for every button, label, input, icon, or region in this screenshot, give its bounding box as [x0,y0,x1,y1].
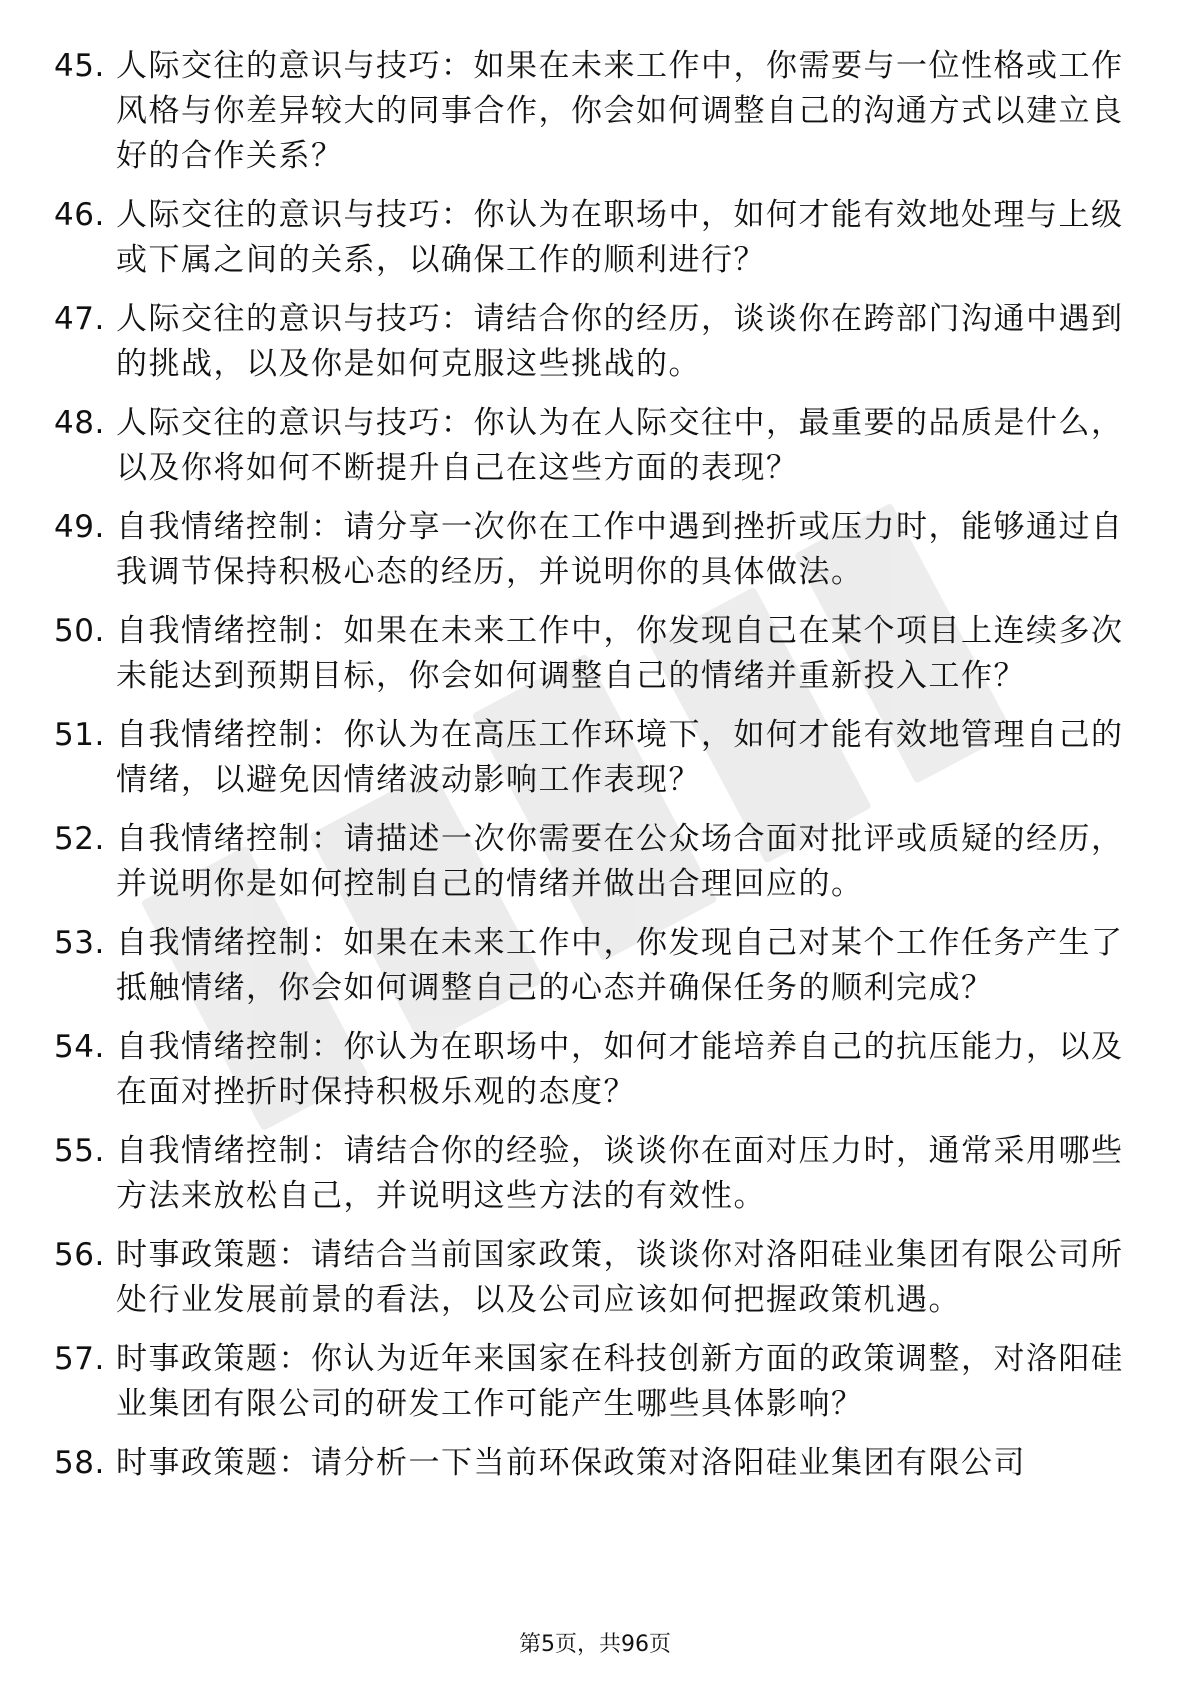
question-number: 46. [54,197,105,233]
page-number-label: 第5页，共96页 [519,1632,671,1657]
question-item [54,44,1134,179]
question-number: 58. [54,1445,105,1481]
question-text: 自我情绪控制：请分享一次你在工作中遇到挫折或压力时，能够通过自我调节保持积极心态的经历，并说明你的具体做法。 [116,509,1124,590]
question-number: 50. [54,613,105,649]
question-text: 自我情绪控制：如果在未来工作中，你发现自己在某个项目上连续多次未能达到预期目标，你会如何调整自己的情绪并重新投入工作？ [116,613,1124,694]
question-number: 49. [54,509,105,545]
question-text: 人际交往的意识与技巧：你认为在职场中，如何才能有效地处理与上级或下属之间的关系，以确保工作的顺利进行？ [116,197,1124,278]
question-item [54,193,1134,283]
question-item [54,609,1134,699]
question-item [54,505,1134,595]
question-text: 时事政策题：请结合当前国家政策，谈谈你对洛阳硅业集团有限公司所处行业发展前景的看法，以及公司应该如何把握政策机遇。 [116,1237,1124,1318]
question-text: 人际交往的意识与技巧：如果在未来工作中，你需要与一位性格或工作风格与你差异较大的同事合作，你会如何调整自己的沟通方式以建立良好的合作关系？ [116,48,1124,174]
question-text: 人际交往的意识与技巧：请结合你的经历，谈谈你在跨部门沟通中遇到的挑战，以及你是如何克服这些挑战的。 [116,301,1124,382]
question-number: 51. [54,717,105,753]
question-number: 54. [54,1029,105,1065]
question-item [54,1129,1134,1219]
question-text: 人际交往的意识与技巧：你认为在人际交往中，最重要的品质是什么，以及你将如何不断提升自己在这些方面的表现？ [116,405,1124,486]
question-number: 47. [54,301,105,337]
question-item [54,297,1134,387]
question-item [54,1233,1134,1323]
question-number: 45. [54,48,105,84]
question-text: 自我情绪控制：请结合你的经验，谈谈你在面对压力时，通常采用哪些方法来放松自己，并说明这些方法的有效性。 [116,1133,1124,1214]
question-item [54,401,1134,491]
question-number: 48. [54,405,105,441]
question-item [54,1337,1134,1427]
question-text: 自我情绪控制：你认为在高压工作环境下，如何才能有效地管理自己的情绪，以避免因情绪波动影响工作表现？ [116,717,1124,798]
question-number: 55. [54,1133,105,1169]
question-item [54,713,1134,803]
question-number: 57. [54,1341,105,1377]
question-text: 自我情绪控制：如果在未来工作中，你发现自己对某个工作任务产生了抵触情绪，你会如何调整自己的心态并确保任务的顺利完成？ [116,925,1124,1006]
page-footer [0,1630,1190,1660]
question-number: 56. [54,1237,105,1273]
question-item [54,1441,1134,1486]
question-text: 自我情绪控制：请描述一次你需要在公众场合面对批评或质疑的经历，并说明你是如何控制自己的情绪并做出合理回应的。 [116,821,1124,902]
question-text: 时事政策题：请分析一下当前环保政策对洛阳硅业集团有限公司 [116,1445,1026,1481]
question-number: 53. [54,925,105,961]
question-text: 自我情绪控制：你认为在职场中，如何才能培养自己的抗压能力，以及在面对挫折时保持积极乐观的态度？ [116,1029,1124,1110]
question-item [54,817,1134,907]
question-list [54,44,1134,1500]
question-number: 52. [54,821,105,857]
question-item [54,1025,1134,1115]
question-text: 时事政策题：你认为近年来国家在科技创新方面的政策调整，对洛阳硅业集团有限公司的研发工作可能产生哪些具体影响？ [116,1341,1124,1422]
question-item [54,921,1134,1011]
